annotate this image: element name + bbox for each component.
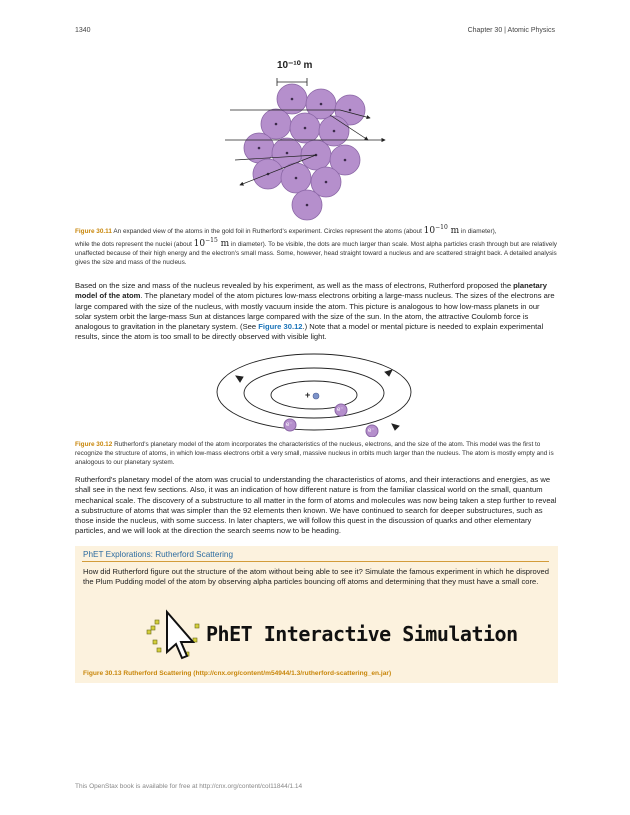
paragraph-substructure: Rutherford's planetary model of the atom was crucial to understanding the characteristics of atoms, and their interactions and energies, as we shall see in the next few sections. Also, it was an indication of how different nature is from the familiar classical world on the small, quantum mechanical scale. The discovery of a substructure to all matter in the form of atoms and molecules was now being taken a step further to reveal a substructure of atoms that was simpler than the 92 elements then known. We have continued to search for deeper substructures, such as those inside the nucleus, with some success. In later chapters, we will follow this quest in the discussion of quarks and other elementary particles, and we will look at the direction the search seems now to be heading. xyxy=(75,475,557,536)
electron-label: e⁻ xyxy=(368,428,375,434)
figure-label: Figure 30.12 xyxy=(75,441,113,448)
figure-30-12-caption: Figure 30.12 Rutherford's planetary model of the atom incorporates the characteristics of the nucleus, electrons, and the size of the atom. This model was the first to recognize the structure of atoms, in which low-mass electrons orbit a very small, massive nucleus in orbits much larger than the nucleus. The atom is mostly empty and is analogous to our planetary system. xyxy=(75,441,554,466)
scale-label: 10⁻¹⁰ m xyxy=(277,60,313,71)
phet-title: PhET Explorations: Rutherford Scattering xyxy=(83,550,234,559)
figure-30-11 xyxy=(0,0,630,230)
nucleus-plus-label: + xyxy=(305,390,311,400)
math-expression: $10^{-10}$ m xyxy=(423,224,460,236)
paragraph-planetary-model: Based on the size and mass of the nucleus revealed by his experiment, as well as the mass of electrons, Rutherford proposed the planetary model of the atom. The planetary model of the atom pictures low-mass electrons orbiting a large-mass nucleus. The sizes of the electrons are large compared with the size of the nucleus, with mostly vacuum inside the atom. This picture is analogous to how low-mass planets in our solar system orbit the large-mass Sun at distances large compared with the size of the sun. In the atom, the attractive Coulomb force is analogous to gravitation in the planetary system. (See Figure 30.12.) Note that a model or mental picture is needed to explain experimental results, since the atom is too small to be directly observed with visible light. xyxy=(75,281,555,342)
electron-label: e⁻ xyxy=(286,422,293,428)
figure-label: Figure 30.11 xyxy=(75,228,112,235)
page-number: 1340 xyxy=(75,27,91,34)
math-expression: $10^{-15}$ m xyxy=(193,237,230,249)
figure-link[interactable]: Figure 30.12 xyxy=(258,322,303,332)
phet-cursor-logo-icon[interactable] xyxy=(145,606,205,664)
phet-body: How did Rutherford figure out the structure of the atom without being able to see it? Simulate the famous experiment in which he disproved the Plum Pudding model of the atom by observing alpha particles bouncing off atoms and determining that they must have a small core. xyxy=(83,567,550,587)
electron-label: e⁻ xyxy=(337,407,344,413)
planetary-model-diagram xyxy=(0,352,630,437)
phet-divider xyxy=(82,561,549,562)
figure-30-13-caption[interactable]: Figure 30.13 Rutherford Scattering (http://cnx.org/content/m54944/1.3/rutherford-scattering_en.jar) xyxy=(83,670,392,677)
gold-foil-atoms-diagram xyxy=(0,0,630,230)
figure-30-11-caption: Figure 30.11 An expanded view of the atoms in the gold foil in Rutherford's experiment. Circles represent the atoms (about $10^{-10}$ m in diameter), while the dots represent the nuclei (about $10^{-15}$ m in diameter). To be visible, the dots are much larger than scale. Most alpha particles crash through but are relatively unaffected because of their high energy and the electron's small mass. Some, however, head straight toward a nucleus and are scattered straight back. A detailed analysis gives the size and mass of the nucleus. xyxy=(75,224,557,266)
footer: This OpenStax book is available for free at http://cnx.org/content/col11844/1.14 xyxy=(75,783,303,790)
phet-logo-text[interactable]: PhET Interactive Simulation xyxy=(206,622,518,646)
chapter-title: Chapter 30 | Atomic Physics xyxy=(467,27,555,34)
